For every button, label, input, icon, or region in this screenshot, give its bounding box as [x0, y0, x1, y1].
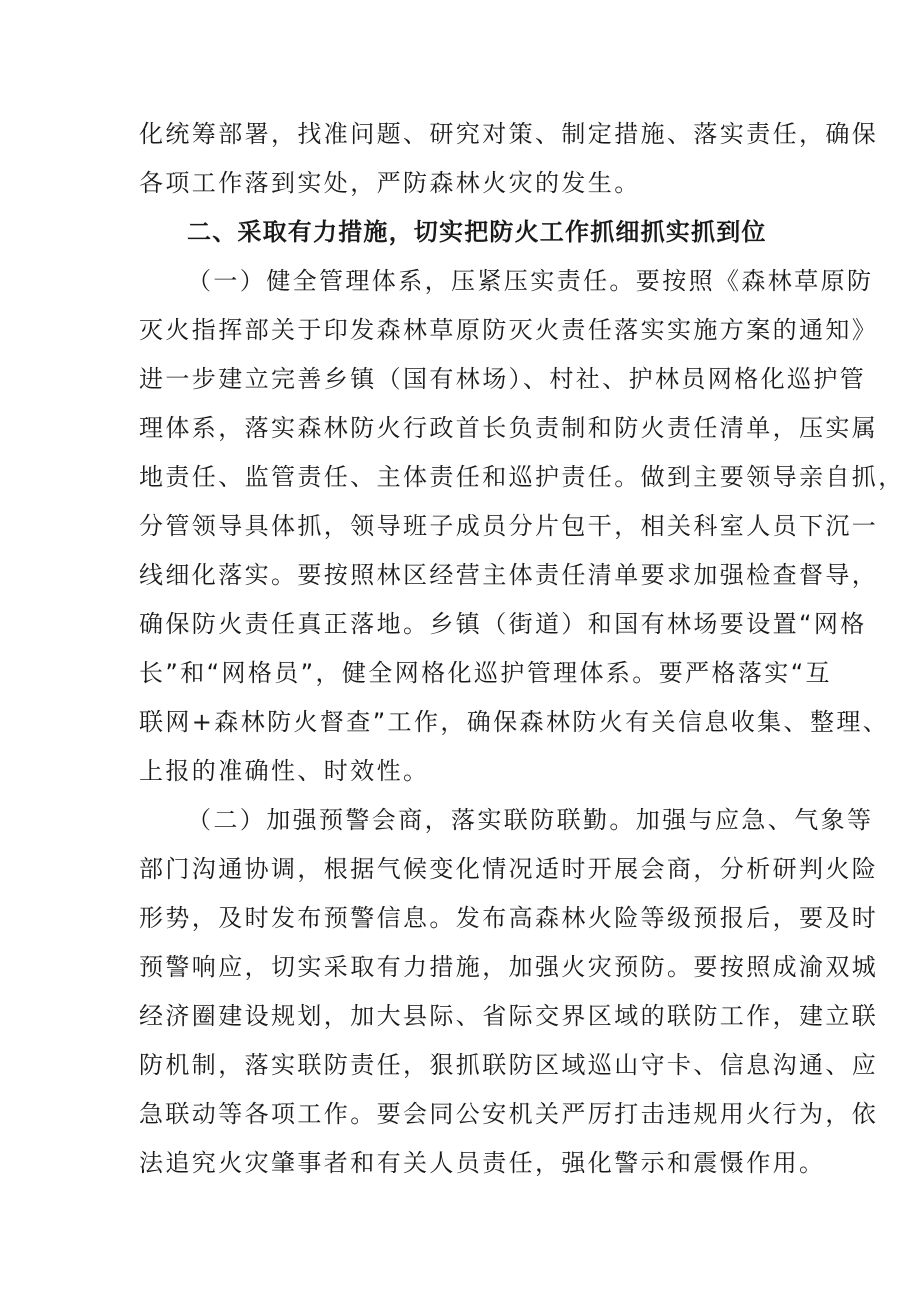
paragraph-2-line: 法追究火灾肇事者和有关人员责任，强化警示和震慑作用。 — [139, 1149, 826, 1177]
paragraph-1-line: 理体系，落实森林防火行政首长负责制和防火责任清单，压实属 — [139, 414, 879, 442]
paragraph-1-line: 分管领导具体抓，领导班子成员分片包干，相关科室人员下沉一 — [139, 512, 879, 540]
paragraph-2-line: 经济圈建设规划，加大县际、省际交界区域的联防工作，建立联 — [139, 1002, 879, 1030]
paragraph-1-line: 进一步建立完善乡镇（国有林场）、村社、护林员网格化巡护管 — [139, 365, 867, 393]
paragraph-2-line: （二）加强预警会商，落实联防联勤。加强与应急、气象等 — [187, 806, 874, 834]
text-line: 化统筹部署，找准问题、研究对策、制定措施、落实责任，确保 — [139, 120, 879, 148]
paragraph-1-line: 长”和“网格员”，健全网格化巡护管理体系。要严格落实“互 — [139, 659, 832, 687]
paragraph-1-line: （一）健全管理体系，压紧压实责任。要按照《森林草原防 — [187, 267, 874, 295]
paragraph-2-line: 形势，及时发布预警信息。发布高森林火险等级预报后，要及时 — [139, 904, 879, 932]
paragraph-2-line: 预警响应，切实采取有力措施，加强火灾预防。要按照成渝双城 — [139, 953, 879, 981]
paragraph-2-line: 部门沟通协调，根据气候变化情况适时开展会商，分析研判火险 — [139, 855, 879, 883]
section-heading: 二、采取有力措施，切实把防火工作抓细抓实抓到位 — [187, 218, 767, 246]
paragraph-2-line: 防机制，落实联防责任，狠抓联防区域巡山守卡、信息沟通、应 — [139, 1051, 879, 1079]
paragraph-2-line: 急联动等各项工作。要会同公安机关严厉打击违规用火行为，依 — [139, 1100, 879, 1128]
paragraph-1-line: 上报的准确性、时效性。 — [139, 757, 430, 785]
paragraph-1-line: 灭火指挥部关于印发森林草原防灭火责任落实实施方案的通知》 — [139, 316, 879, 344]
paragraph-1-line: 确保防火责任真正落地。乡镇（街道）和国有林场要设置“网格 — [139, 610, 867, 638]
paragraph-1-line: 线细化落实。要按照林区经营主体责任清单要求加强检查督导， — [139, 561, 879, 589]
text-line: 各项工作落到实处，严防森林火灾的发生。 — [139, 169, 641, 197]
paragraph-1-line: 联网+森林防火督查”工作，确保森林防火有关信息收集、整理、 — [139, 708, 890, 736]
paragraph-1-line: 地责任、监管责任、主体责任和巡护责任。做到主要领导亲自抓， — [139, 463, 905, 491]
